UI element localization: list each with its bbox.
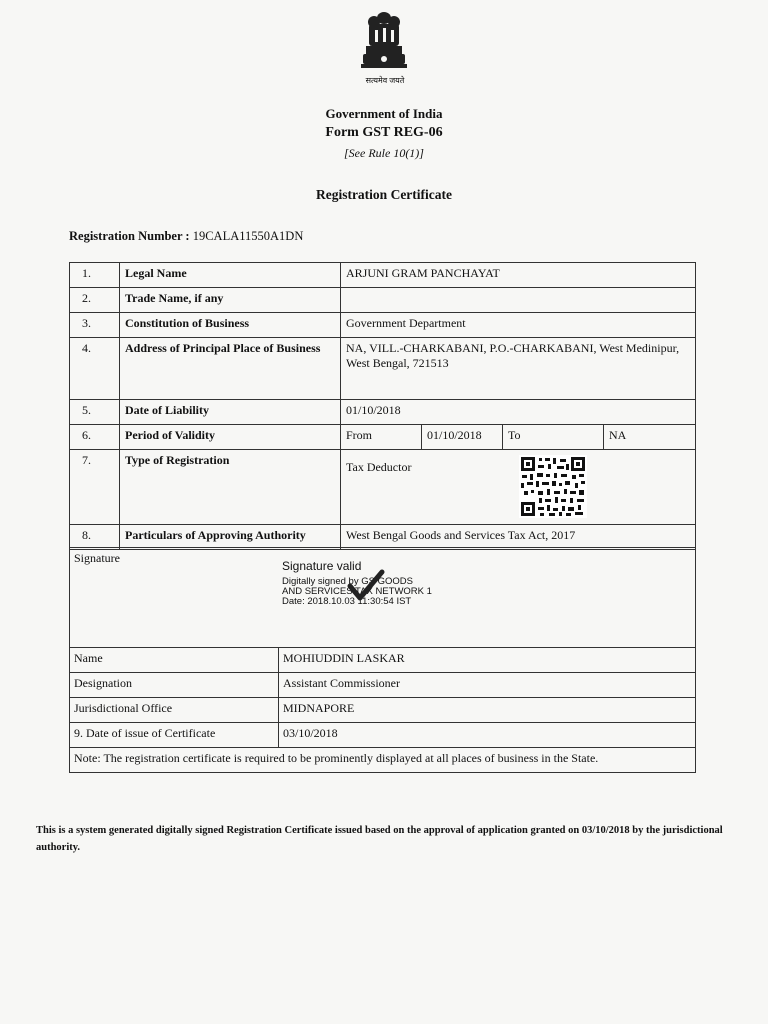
registration-number-label: Registration Number : bbox=[69, 229, 190, 243]
designation-value: Assistant Commissioner bbox=[279, 673, 696, 698]
name-value: MOHIUDDIN LASKAR bbox=[279, 648, 696, 673]
trade-name-value bbox=[341, 288, 696, 313]
designation-label: Designation bbox=[70, 673, 279, 698]
row-label: Address of Principal Place of Business bbox=[120, 338, 341, 400]
signature-line-3: Date: 2018.10.03 11:30:54 IST bbox=[282, 596, 412, 607]
validity-to-value: NA bbox=[604, 425, 696, 450]
signature-line-2: AND SERVICES TAX NETWORK 1 bbox=[282, 586, 432, 597]
government-heading: Government of India bbox=[325, 106, 443, 121]
emblem-motto: सत्यमेव जयते bbox=[365, 76, 405, 85]
footer-note: This is a system generated digitally signed Registration Certificate issued based on the approval of application granted on 03/10/2018 by the jurisdictional authority. bbox=[36, 825, 723, 853]
jurisdictional-office-value: MIDNAPORE bbox=[279, 698, 696, 723]
checkmark-icon bbox=[346, 566, 386, 606]
address-value: NA, VILL.-CHARKABANI, P.O.-CHARKABANI, West Medinipur, West Bengal, 721513 bbox=[341, 338, 696, 400]
registration-details-table bbox=[69, 262, 696, 550]
issue-date-label: 9. Date of issue of Certificate bbox=[70, 723, 279, 748]
row-label: Type of Registration bbox=[120, 450, 341, 525]
validity-to-label: To bbox=[503, 425, 604, 450]
row-number: 2. bbox=[70, 288, 120, 313]
validity-from-label: From bbox=[341, 425, 422, 450]
certificate-title: Registration Certificate bbox=[315, 187, 453, 202]
signature-valid-text: Signature valid bbox=[282, 559, 362, 573]
approving-authority-value: West Bengal Goods and Services Tax Act, 2017 bbox=[341, 525, 696, 550]
registration-number-value: 19CALA11550A1DN bbox=[192, 229, 304, 243]
row-label: Trade Name, if any bbox=[120, 288, 341, 313]
name-label: Name bbox=[70, 648, 279, 673]
registration-number bbox=[69, 229, 303, 244]
row-label: Date of Liability bbox=[120, 400, 341, 425]
liability-date-value: 01/10/2018 bbox=[341, 400, 696, 425]
table-row bbox=[70, 338, 696, 400]
row-label: Constitution of Business bbox=[120, 313, 341, 338]
row-label: Legal Name bbox=[120, 263, 341, 288]
signature-label: Signature bbox=[70, 548, 696, 648]
registration-type-value: Tax Deductor bbox=[341, 450, 696, 525]
table-row bbox=[70, 450, 696, 525]
table-row bbox=[70, 400, 696, 425]
validity-from-value: 01/10/2018 bbox=[422, 425, 503, 450]
constitution-value: Government Department bbox=[341, 313, 696, 338]
table-row bbox=[70, 425, 696, 450]
row-number: 7. bbox=[70, 450, 120, 525]
table-row bbox=[70, 698, 696, 723]
table-row bbox=[70, 648, 696, 673]
row-label: Period of Validity bbox=[120, 425, 341, 450]
table-row bbox=[70, 748, 696, 773]
legal-name-value: ARJUNI GRAM PANCHAYAT bbox=[341, 263, 696, 288]
table-row bbox=[70, 263, 696, 288]
row-label: Particulars of Approving Authority bbox=[120, 525, 341, 550]
row-number: 8. bbox=[70, 525, 120, 550]
row-number: 1. bbox=[70, 263, 120, 288]
form-title: Form GST REG-06 bbox=[325, 125, 443, 140]
table-row bbox=[70, 673, 696, 698]
national-emblem-icon bbox=[357, 8, 411, 82]
table-row bbox=[70, 525, 696, 550]
table-row bbox=[70, 313, 696, 338]
row-number: 5. bbox=[70, 400, 120, 425]
rule-reference: [See Rule 10(1)] bbox=[344, 146, 424, 160]
table-row bbox=[70, 288, 696, 313]
qr-code-icon bbox=[519, 455, 587, 518]
jurisdictional-office-label: Jurisdictional Office bbox=[70, 698, 279, 723]
row-number: 6. bbox=[70, 425, 120, 450]
row-number: 3. bbox=[70, 313, 120, 338]
signature-line-1: Digitally signed by GS GOODS bbox=[282, 576, 413, 587]
note-text: Note: The registration certificate is required to be prominently displayed at all places of business in the State. bbox=[70, 748, 696, 773]
table-row bbox=[70, 723, 696, 748]
row-number: 4. bbox=[70, 338, 120, 400]
issue-date-value: 03/10/2018 bbox=[279, 723, 696, 748]
